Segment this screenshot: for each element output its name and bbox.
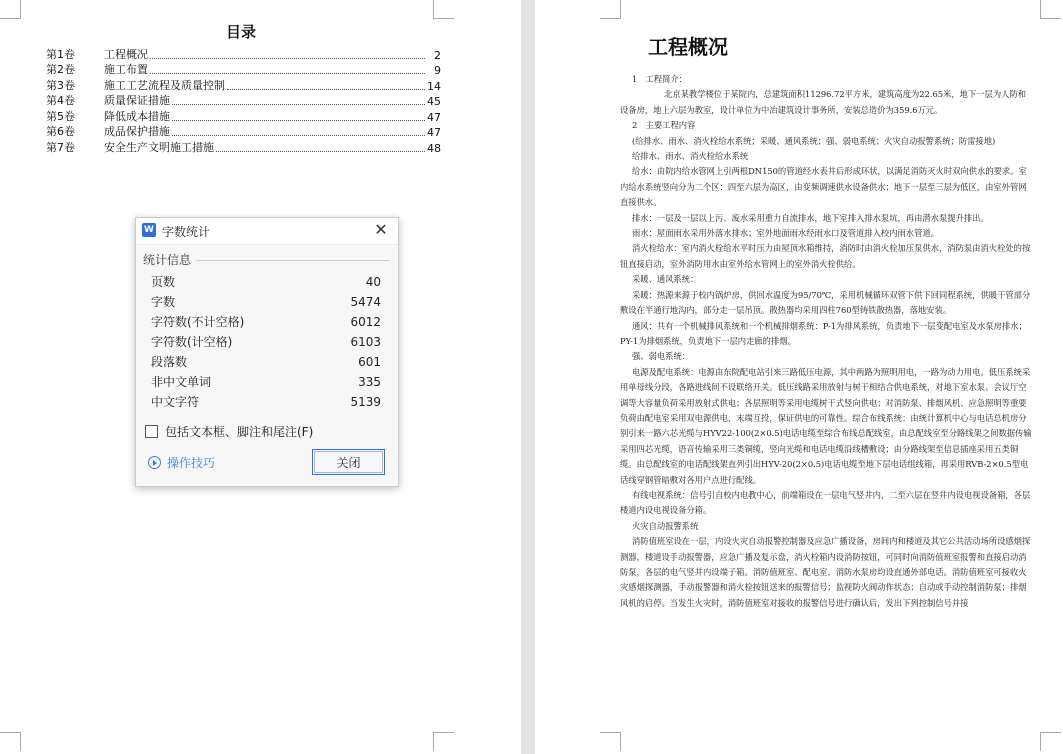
dialog-titlebar[interactable] xyxy=(136,218,398,245)
dialog-title: 字数统计 xyxy=(162,225,211,239)
close-button-label: 关闭 xyxy=(336,456,361,470)
stat-row xyxy=(151,312,381,332)
toc-entry[interactable] xyxy=(46,139,441,155)
crop-mark xyxy=(0,732,21,751)
section-label: 统计信息 xyxy=(143,251,195,268)
stat-row xyxy=(151,372,381,392)
section-divider xyxy=(196,260,390,261)
stat-label: 字符数(不计空格) xyxy=(151,315,245,329)
toc-leader-dots xyxy=(216,150,425,152)
tips-link[interactable] xyxy=(148,454,215,471)
stat-value: 601 xyxy=(358,355,381,369)
crop-mark xyxy=(1040,732,1061,751)
doc-title: 工程概况 xyxy=(648,35,728,59)
toc-leader-dots xyxy=(150,72,425,74)
doc-paragraph: 采暖、通风系统： xyxy=(632,274,699,285)
stat-row xyxy=(151,332,381,352)
toc-entry[interactable] xyxy=(46,62,441,78)
doc-paragraph: 强、弱电系统： xyxy=(632,351,691,362)
doc-paragraph: 电源及配电系统：电源由东院配电站引来三路低压电源，其中两路为照明用电，一路为动力用电。低压系统采用单母线分段，各路进线间不设联络开关。低压线路采用放射与树干相结合供电系统，对地下室水泵、会议厅空调等大容量负荷采用放射式供电；各层照明等采用电缆树干式竖向供电；对消防泵、排烟风机、应急照明等重要负荷由配电室采用双电源供电，末端互投，保证供电的可靠性。综合布线系统：由统计算机中心与电话总机房分别引来一路六芯光缆与HYV22-100(2×0.5)电话电缆至综合布线总配线室，由总配线室至分路线架之间数据传输采用四芯光缆，语音传输采用三类铜缆，竖向光缆和电话电缆沿线槽敷设；由分路线架至信息插座采用五类铜缆。由总配线室的电话配线架直列引出HYV-20(2×0.5)电话电缆至地下层电话组线箱，再采用RVB-2×0.5型电话线穿钢管暗敷对各用户点进行配线。 xyxy=(620,366,1032,485)
crop-mark xyxy=(600,0,621,19)
crop-mark xyxy=(1040,0,1061,19)
stat-value: 6012 xyxy=(350,315,381,329)
toc-entry-page: 14 xyxy=(427,79,441,93)
stat-value: 335 xyxy=(358,375,381,389)
toc-entry-text: 工程概况 xyxy=(104,47,148,61)
toc-entry-text: 降低成本措施 xyxy=(104,109,170,123)
toc-entry-page: 48 xyxy=(427,141,441,155)
toc-entry-page: 45 xyxy=(427,95,441,108)
toc-entry-page: 47 xyxy=(427,110,441,124)
doc-paragraph: 采暖：热源来源于校内锅炉房，供回水温度为95/70℃，采用机械循环双管下供下回同程系统，供暖干管部分敷设在半通行地沟内，部分走一层吊顶。散热器均采用四柱760型铸铁散热器，落地安装。 xyxy=(620,289,1031,316)
doc-paragraph: 2 主要工程内容 xyxy=(632,120,696,131)
toc-entry-number: 第5卷 xyxy=(46,109,75,123)
close-icon[interactable]: ✕ xyxy=(374,220,388,239)
stat-label: 字数 xyxy=(151,295,176,309)
stat-value: 5139 xyxy=(350,395,381,409)
crop-mark xyxy=(600,732,621,751)
document-page-content xyxy=(535,0,1063,754)
stat-value: 6103 xyxy=(350,335,381,349)
toc-entry-page: 47 xyxy=(427,126,441,139)
stat-label: 非中文单词 xyxy=(151,375,212,389)
page-gutter xyxy=(521,0,535,754)
crop-mark xyxy=(0,0,21,19)
crop-mark xyxy=(433,0,454,19)
toc-leader-dots xyxy=(172,119,425,121)
doc-paragraph: 排水：一层及一层以上污、废水采用重力自流排水，地下室排入排水泵坑，再由潜水泵提升排出。 xyxy=(632,212,989,223)
close-button[interactable] xyxy=(312,449,385,475)
toc-entry-text: 安全生产文明施工措施 xyxy=(104,140,214,154)
doc-paragraph: (给排水、雨水、消火栓给水系统；采暖、通风系统；强、弱电系统；火灾自动报警系统；防雷接地) xyxy=(632,135,996,146)
stat-row xyxy=(151,272,381,292)
toc-title: 目录 xyxy=(225,23,256,41)
doc-paragraph: 消火栓给水：室内消火栓给水平时压力由屋顶水箱维持，消防时由消火栓加压泵供水，消防泵由消火栓处的按钮直接启动，室外消防用水由室外给水管网上的室外消火栓供给。 xyxy=(620,243,1031,269)
toc-entry[interactable] xyxy=(46,46,441,62)
stat-value: 40 xyxy=(365,275,381,289)
toc-leader-dots xyxy=(227,88,425,90)
toc-entry-page: 2 xyxy=(434,48,441,62)
stat-row xyxy=(151,352,381,372)
play-icon xyxy=(148,456,161,469)
toc-entry-number: 第4卷 xyxy=(46,94,75,107)
toc-entry[interactable] xyxy=(46,124,441,140)
toc-entry[interactable] xyxy=(46,77,441,93)
toc-leader-dots xyxy=(172,103,425,105)
toc-entry[interactable] xyxy=(46,93,441,109)
table-of-contents xyxy=(46,46,441,155)
checkbox-label: 包括文本框、脚注和尾注(F) xyxy=(165,425,314,439)
stat-label: 段落数 xyxy=(151,355,188,369)
toc-entry-page: 9 xyxy=(434,64,441,77)
doc-paragraph: 给水：由院内给水管网上引两根DN150的管道经水表井后形成环状，以满足消防灭火时双向供水的要求。室内给水系统竖向分为二个区：四至六层为高区，由变频调速供水设备供水；地下一层至三层为低区，由室外管网直接供水。 xyxy=(620,166,1027,208)
toc-entry-text: 施工布置 xyxy=(104,63,148,76)
toc-entry-number: 第7卷 xyxy=(46,140,75,154)
toc-entry[interactable] xyxy=(46,108,441,124)
doc-paragraph: 通风：共有一个机械排风系统和一个机械排烟系统：P-1为排风系统，负责地下一层变配电室及水泵房排水；PY-1为排烟系统，负责地下一层内走廊的排烟。 xyxy=(620,320,1027,346)
toc-entry-number: 第2卷 xyxy=(46,63,75,76)
toc-entry-text: 施工工艺流程及质量控制 xyxy=(104,78,225,92)
doc-paragraph: 有线电视系统：信号引自校内电教中心，前端箱设在一层电气竖井内，二至六层在竖井内设电视设备箱，各层楼道内设电视设备分箱。 xyxy=(620,489,1031,516)
toc-leader-dots xyxy=(150,57,425,59)
doc-paragraph: 火灾自动报警系统 xyxy=(632,520,699,531)
toc-entry-text: 成品保护措施 xyxy=(104,125,170,138)
stat-label: 中文字符 xyxy=(151,395,200,409)
toc-entry-number: 第6卷 xyxy=(46,125,75,138)
word-count-dialog xyxy=(135,217,399,487)
doc-paragraph: 雨水：屋面雨水采用外落水排水；室外地面雨水经雨水口及管道排入校内雨水管道。 xyxy=(632,228,939,239)
doc-paragraph: 北京某教学楼位于某院内，总建筑面积11296.72平方米，建筑高度为22.65米，地下一层为人防和设备房，地上六层为教室，设计单位为中冶建筑设计事务所，安装总造价为359.6万元。 xyxy=(620,89,1027,115)
include-textbox-checkbox-row[interactable] xyxy=(145,423,313,440)
toc-entry-number: 第3卷 xyxy=(46,78,75,92)
stat-row xyxy=(151,292,381,312)
doc-paragraph: 给排水、雨水、消火栓给水系统 xyxy=(632,151,749,162)
toc-entry-number: 第1卷 xyxy=(46,47,75,61)
tips-label: 操作技巧 xyxy=(167,456,216,470)
crop-mark xyxy=(433,732,454,751)
doc-paragraph: 消防值班室设在一层，内设火灾自动报警控制器及应急广播设备，房间内和楼道及其它公共活动场所设感烟探测器，楼道设手动报警器，应急广播及复示盘，消火栓箱内设消防按钮，可同时向消防值班室报警和直接启动消防泵，各层的电气竖井内设端子箱。消防值班室、配电室、消防水泵房均设直通外部电话。消防值班室可接收火灾感烟探测器，手动报警器和消火栓按钮送来的报警信号；监视防火阀动作状态；自动或手动控制消防泵；排烟风机的启停。当发生火灾时，消防值班室对接收的报警信号进行确认后，发出下列控制信号并接 xyxy=(620,536,1031,608)
stat-row xyxy=(151,392,381,412)
doc-paragraph: 1 工程简介： xyxy=(632,74,688,84)
stat-value: 5474 xyxy=(350,295,381,309)
doc-body xyxy=(620,72,1034,611)
stat-label: 页数 xyxy=(151,275,176,289)
checkbox[interactable] xyxy=(145,425,158,438)
toc-leader-dots xyxy=(172,134,425,136)
stat-label: 字符数(计空格) xyxy=(151,335,233,349)
stats-list xyxy=(151,272,381,412)
toc-entry-text: 质量保证措施 xyxy=(104,94,170,107)
wps-app-icon: W xyxy=(142,223,156,237)
